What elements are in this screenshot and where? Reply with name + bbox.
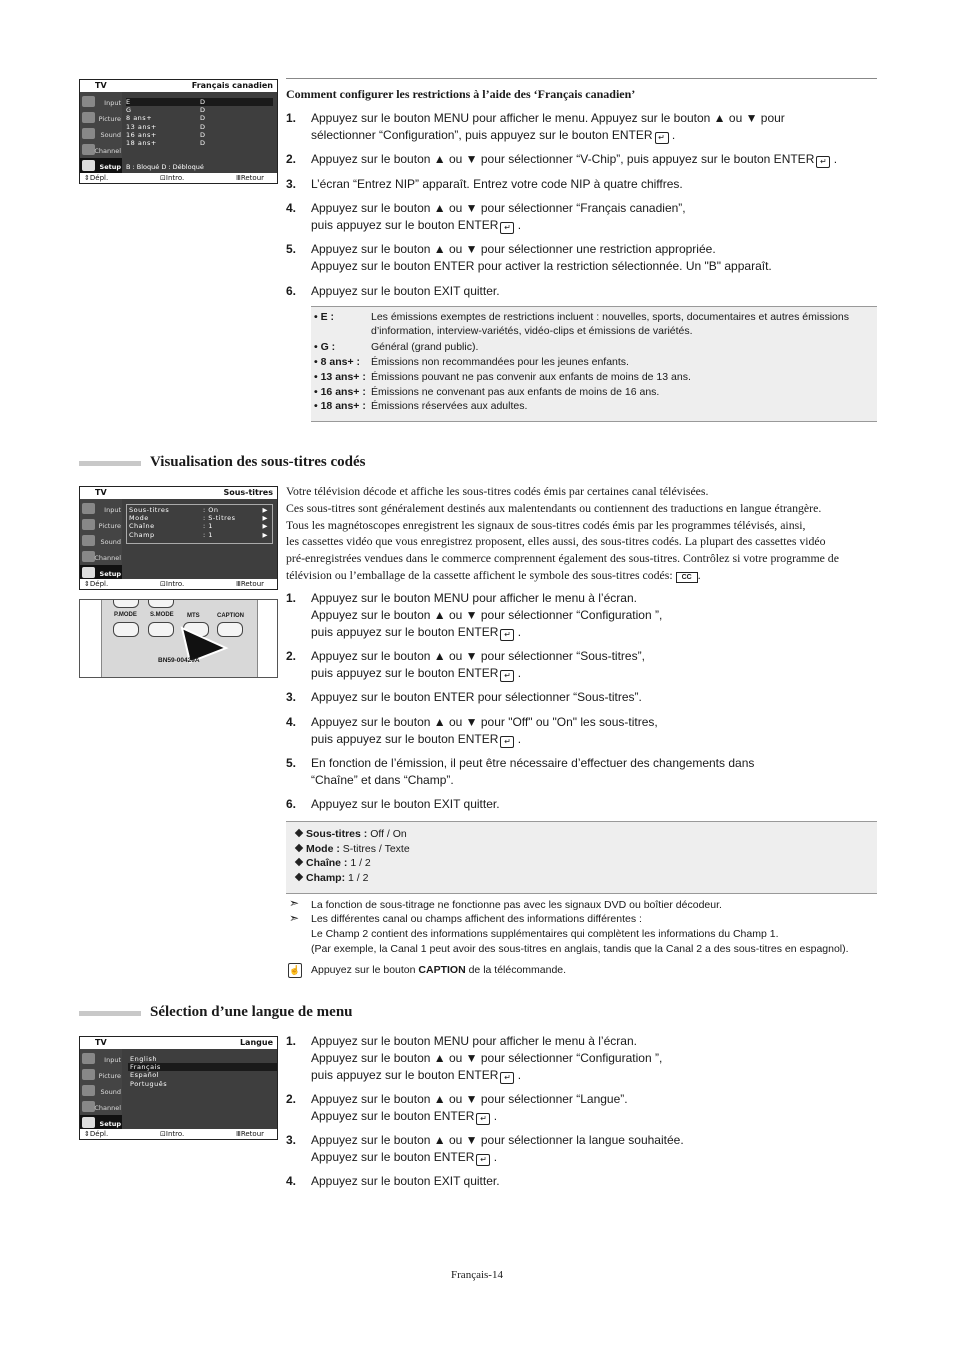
setting-row: Sous-titres : Off / On <box>296 827 407 842</box>
remote-button <box>113 599 139 608</box>
arrow-right-icon: ▶ <box>262 506 268 514</box>
osd-side-setup: Setup <box>80 1115 122 1131</box>
osd-enter-hint: ⊡Intro. <box>160 1130 185 1138</box>
enter-icon: ↵ <box>500 1072 514 1084</box>
setup-icon <box>82 567 95 578</box>
remote-label: S.MODE <box>150 612 174 618</box>
osd-return-hint: ⅢRetour <box>236 174 265 182</box>
osd-return-hint: ⅢRetour <box>236 580 265 588</box>
osd-francais-canadien <box>79 79 278 184</box>
osd-panel <box>128 1055 277 1088</box>
remote-hand-icon: ☝ <box>288 963 302 978</box>
section2-intro: Votre télévision décode et affiche les sous-titres codés émis par certaines canal télévisées. Ces sous-titres sont généralement destinés aux malentendants ou contiennent des traductions en langue étrangère. Tous les magnétoscopes enregistrent les signaux de sous-titres codés émis par les programmes télévisés, ainsi, les cassettes vidéo que vous enregistrez proposent, elles aussi, des sous-titres codés. La plupart des cassettes vidéo pré-enregistrées vendues dans le commerce comprennent également des sous-titres. Contrôlez si votre programme de télévision ou l’emballage de la cassette affichent le symbole des sous-titres codés: CC . <box>286 484 839 582</box>
osd-sidebar <box>80 92 122 173</box>
picture-icon <box>82 112 95 123</box>
arrow-right-icon: ▶ <box>262 514 268 523</box>
s-mode-button <box>148 622 174 637</box>
osd-row: Champ : 1 ▶ <box>129 530 268 539</box>
osd-row: G D <box>126 106 206 115</box>
remote-model: BN59-00429A <box>158 657 200 664</box>
diamond-bullet-icon <box>295 844 303 852</box>
osd-row: 18 ans+ D <box>126 138 206 147</box>
s2-note-2: Les différentes canal ou champs affichent des informations différentes : <box>311 913 642 925</box>
s2-settings-box <box>286 821 877 894</box>
osd-title-bar: TV Langue <box>80 1037 277 1049</box>
osd-side-channel: Channel <box>80 142 122 158</box>
osd-bottom-bar <box>80 579 277 589</box>
section-top-rule <box>286 78 877 79</box>
osd-side-channel: Channel <box>80 1099 122 1115</box>
diamond-bullet-icon <box>295 829 303 837</box>
setting-row: Chaîne : 1 / 2 <box>296 856 371 871</box>
osd-side-sound: Sound <box>80 533 122 549</box>
osd-side-setup: Setup <box>80 565 122 581</box>
osd-side-sound: Sound <box>80 126 122 142</box>
section3-title: Sélection d’une langue de menu <box>150 1004 353 1020</box>
diamond-bullet-icon <box>295 858 303 866</box>
setting-row: Mode : S-titres / Texte <box>296 842 410 857</box>
input-icon <box>82 96 95 107</box>
section2-title-bar <box>79 461 141 466</box>
section1-heading: Comment configurer les restrictions à l’aide des ‘Français canadien’ <box>286 87 636 101</box>
picture-icon <box>82 1069 95 1080</box>
osd-side-setup: Setup <box>80 158 122 174</box>
osd-panel <box>126 98 273 147</box>
osd-enter-hint: ⊡Intro. <box>160 174 185 182</box>
note-arrow-icon: ➣ <box>289 911 300 925</box>
osd-side-sound: Sound <box>80 1083 122 1099</box>
enter-icon: ↵ <box>500 670 514 682</box>
enter-icon: ↵ <box>500 629 514 641</box>
channel-icon <box>82 1101 95 1112</box>
picture-icon <box>82 519 95 530</box>
remote-label: P.MODE <box>114 612 137 618</box>
cc-symbol-icon: CC <box>676 572 698 583</box>
note-arrow-icon: ➣ <box>289 896 300 910</box>
arrow-right-icon: ▶ <box>262 522 268 531</box>
diamond-bullet-icon <box>295 873 303 881</box>
osd-title-bar: TV Sous-titres <box>80 487 277 499</box>
section3-title-bar <box>79 1011 141 1016</box>
enter-icon: ↵ <box>476 1113 490 1125</box>
remote-illustration <box>79 599 278 678</box>
setup-icon <box>82 1117 95 1128</box>
sound-icon <box>82 535 95 546</box>
osd-move-hint: ⇕Dépl. <box>84 1130 109 1138</box>
osd-sidebar <box>80 499 122 579</box>
p-mode-button <box>113 622 139 637</box>
remote-button <box>148 599 174 608</box>
osd-bottom-bar <box>80 173 277 183</box>
setup-icon <box>82 160 95 171</box>
osd-row: E D <box>126 98 273 106</box>
osd-row: English <box>130 1055 157 1063</box>
osd-row: 16 ans+ D <box>126 130 206 139</box>
osd-row: Português <box>130 1079 168 1088</box>
enter-icon: ↵ <box>816 156 830 168</box>
s1-ratings-box: • E : Les émissions exemptes de restrictions incluent : nouvelles, sports, documentaires et autres émissions d’information, interview-variétés, vidéo-clips et émissions de variétés. • G : Général (grand public). • 8 ans+ : Émissions non recommandées pour les jeunes enfants. • 13 ans+ : Émissions pouvant ne pas convenir aux enfants de moins de 13 ans. • 16 ans+ : Émissions ne convenant pas aux enfants de moins de 16 ans. • 18 ans+ : Émissions réservées aux adultes. <box>311 306 877 422</box>
osd-row: Chaîne : 1 ▶ <box>129 522 268 531</box>
osd-sous-titres <box>79 486 278 590</box>
enter-icon: ↵ <box>655 132 669 144</box>
enter-icon: ↵ <box>500 736 514 748</box>
osd-side-input: Input <box>80 501 122 517</box>
osd-side-input: Input <box>80 94 122 110</box>
page-footer: Français-14 <box>451 1269 503 1281</box>
osd-side-channel: Channel <box>80 549 122 565</box>
osd-enter-hint: ⊡Intro. <box>160 580 185 588</box>
osd-title-bar <box>80 80 277 92</box>
osd-row: Mode : S-titres ▶ <box>129 514 268 523</box>
channel-icon <box>82 144 95 155</box>
s2-note-3: Le Champ 2 contient des informations supplémentaires qui complètent les informations du Champ 1. <box>311 928 779 940</box>
osd-move-hint: ⇕Dépl. <box>84 580 109 588</box>
osd-tv-label: TV <box>95 81 107 90</box>
osd-langue <box>79 1036 278 1140</box>
enter-icon: ↵ <box>500 222 514 234</box>
osd-return-hint: ⅢRetour <box>236 1130 265 1138</box>
osd-panel <box>126 504 273 544</box>
osd-row: Sous-titres : On ▶ <box>129 506 268 514</box>
osd-side-picture: Picture <box>80 110 122 126</box>
sound-icon <box>82 128 95 139</box>
s2-remote-note: Appuyez sur le bouton CAPTION de la télécommande. <box>311 964 567 976</box>
remote-label: CAPTION <box>217 613 244 619</box>
osd-row: Español <box>130 1071 160 1080</box>
osd-title: Français canadien <box>191 81 273 90</box>
osd-row: 8 ans+ D <box>126 114 206 123</box>
setting-row: Champ: 1 / 2 <box>296 871 368 886</box>
sound-icon <box>82 1085 95 1096</box>
arrow-right-icon: ▶ <box>262 530 268 539</box>
s2-note-1: La fonction de sous-titrage ne fonctionne pas avec les signaux DVD ou boîtier décodeur. <box>311 899 722 911</box>
osd-row: 13 ans+ D <box>126 122 206 131</box>
s2-note-4: (Par exemple, la Canal 1 peut avoir des sous-titres en anglais, tandis que la Canal 2 a des sous-titres en espagnol). <box>311 943 849 955</box>
enter-icon: ↵ <box>476 1154 490 1166</box>
osd-side-picture: Picture <box>80 517 122 533</box>
osd-side-input: Input <box>80 1051 122 1067</box>
osd-bottom-bar <box>80 1129 277 1139</box>
input-icon <box>82 1053 95 1064</box>
input-icon <box>82 503 95 514</box>
osd-move-hint: ⇕Dépl. <box>84 174 109 182</box>
channel-icon <box>82 551 95 562</box>
osd-row: Français <box>128 1063 277 1071</box>
osd-legend: B : Bloqué D : Débloqué <box>126 163 204 171</box>
remote-label: MTS <box>187 613 200 619</box>
section2-title: Visualisation des sous-titres codés <box>150 454 366 470</box>
osd-side-picture: Picture <box>80 1067 122 1083</box>
osd-sidebar <box>80 1049 122 1129</box>
